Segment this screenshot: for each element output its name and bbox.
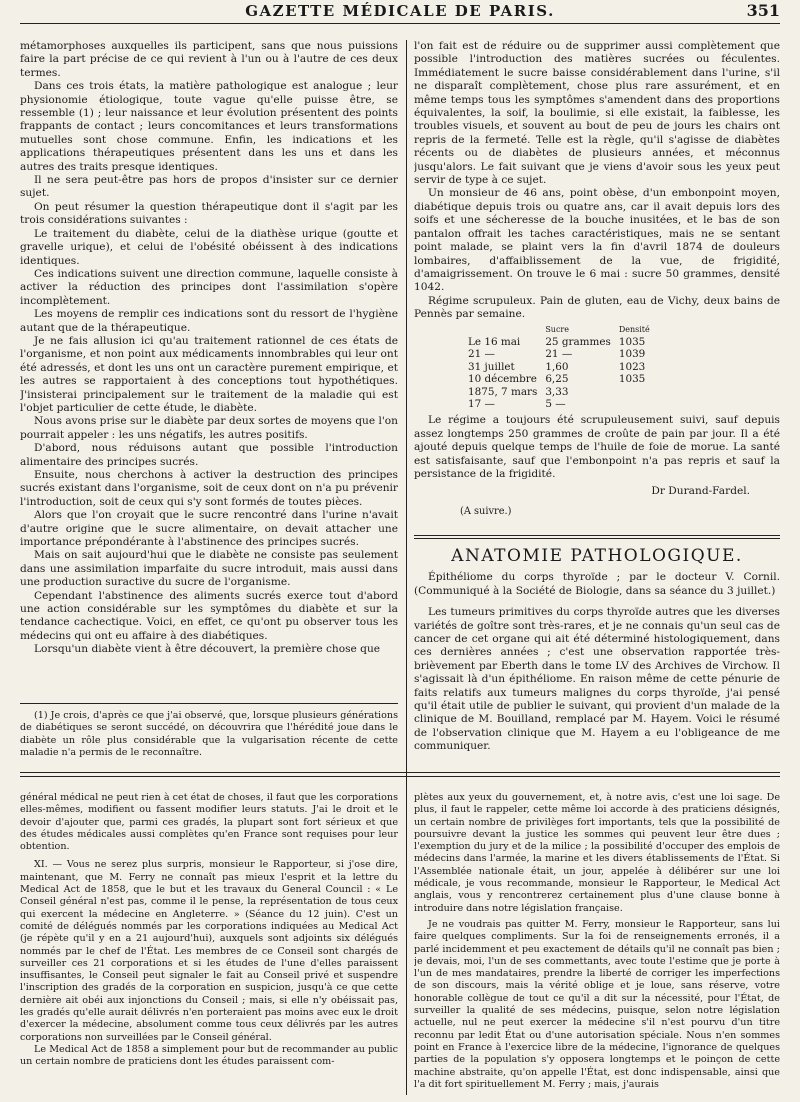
table-header-row bbox=[464, 324, 654, 336]
upper-right-column bbox=[414, 40, 780, 532]
table-cell: 6,25 bbox=[545, 373, 569, 386]
section-title: ANATOMIE PATHOLOGIQUE. bbox=[451, 548, 743, 566]
table-header bbox=[464, 324, 541, 336]
table-cell: 1,60 bbox=[545, 360, 569, 373]
table-row bbox=[464, 398, 654, 410]
paragraph: Dans ces trois états, la matière pathologique est analogue ; leur physionomie étiologique, toute vague qu'elle puisse être, se ressemble (1) ; leur naissance et leur évolution présentent des points frappants de contact ; leurs concomitances et leurs transformations mutuelles sont chose commune. Enfin, les indications et les applications thérapeutiques présentent dans les uns et dans les autres des traits presque identiques. bbox=[20, 80, 398, 173]
table-cell bbox=[615, 398, 654, 410]
table-row bbox=[464, 386, 654, 398]
table-cell: 1023 bbox=[618, 360, 646, 373]
table-cell bbox=[615, 386, 654, 398]
paragraph: Je ne voudrais pas quitter M. Ferry, monsieur le Rapporteur, sans lui faire quelques compliments. Sur la foi de renseignements erronés, il a parlé incidemment et peu exactement de détails qu'il ne connaît pas bien ; je devais, moi, l'un de ses commettants, avec toute l'estime que je porte à l'un de mes mandataires, prendre la liberté de corriger les imperfections de son discours, mais la vérité oblige et je loue, sans réserve, votre honorable collègue de tout ce qu'il a dit sur la nécessité, pour l'État, de surveiller la qualité de ses médecins, puisque, selon notre législation actuelle, nul ne peut exercer la médecine s'il n'est pourvu d'un titre reconnu par ledit État ou d'une autorisation spéciale. Nous n'en sommes point en France à l'exercice libre de la médecine, l'ignorance de quelques parties de la population s'y opposera longtemps et le poinçon de cette machine abstraite, qu'on appelle l'État, est donc indispensable, ainsi que l'a dit fort spirituellement M. Ferry ; mais, j'aurais bbox=[414, 918, 780, 1090]
paragraph: Ensuite, nous cherchons à activer la destruction des principes sucrés existant dans l'organisme, soit de ceux dont on n'a pu prévenir l'introduction, soit de ceux qui s'y sont formés de toutes pièces. bbox=[20, 469, 398, 508]
column-divider-lower bbox=[406, 790, 407, 1095]
author-signature: Dr Durand-Fardel. bbox=[651, 485, 750, 498]
paragraph: On peut résumer la question thérapeutique dont il s'agit par les trois considérations suivantes : bbox=[20, 200, 398, 227]
table-cell: 1039 bbox=[618, 348, 646, 361]
paragraph: Un monsieur de 46 ans, point obèse, d'un embonpoint moyen, diabétique depuis trois ou quatre ans, car il avait depuis lors des soifs et une sécheresse de la bouche inusitées, et le bas de son pantalon offrait les taches caractéristiques, mais ne se sentant point malade, se plaint vers la fin d'avril 1874 de douleurs lombaires, d'affaiblissement de la vue, de frigidité, d'amaigrissement. On trouve le 6 mai : sucre 50 grammes, densité 1042. bbox=[414, 187, 780, 294]
table-header: Densité bbox=[618, 324, 650, 334]
horizontal-divider-1 bbox=[20, 772, 780, 773]
table-cell: 5 — bbox=[545, 397, 566, 410]
table-row bbox=[464, 373, 654, 385]
paragraph: XI. — Vous ne serez plus surpris, monsieur le Rapporteur, si j'ose dire, maintenant, que M. Ferry ne connaît pas mieux l'esprit et la lettre du Medical Act de 1858, que le but et les travaux du General Council : « Le Conseil général n'est pas, comme il le pense, la représentation de tous ceux qui exercent la médecine en Angleterre. » (Séance du 12 juin). C'est un comité de délégués nommés par les corporations indiquées au Medical Act (je répète qu'il y en a 21 aujourd'hui), auxquels sont adjoints six délégués nommés par le chef de l'État. Les membres de ce Conseil sont chargés de surveiller ces 21 corporations et si les études de l'une d'elles paraissent insuffisantes, le Conseil peut signaler le fait au Conseil privé et suspendre l'inscription des gradés de la corporation en suspicion, jusqu'à ce que cette dernière ait obéi aux injonctions du Conseil ; mais, si elle n'y obéissait pas, les gradés qu'elle aurait délivrés n'en porteraient pas moins avec eux le droit d'exercer la médecine, absolument comme tous ceux délivrés par les autres corporations non surveillées par le Conseil général. bbox=[20, 859, 398, 1043]
footnote-rule bbox=[20, 703, 398, 704]
table-cell: 17 — bbox=[468, 397, 495, 410]
paragraph: Les tumeurs primitives du corps thyroïde autres que les diverses variétés de goître sont très-rares, et je ne connais qu'un seul cas de cancer de cet organe qui ait été déterminé histologiquement, dans ces dernières années ; c'est une observation rapportée très-brièvement par Eberth dans le tome LV des Archives de Virchow. Il s'agissait là d'un épithéliome. En raison même de cette pénurie de faits relatifs aux tumeurs malignes du corps thyroïde, j'ai pensé qu'il était utile de publier le suivant, qui provient d'un malade de la clinique de M. Bouilland, remplacé par M. Hayem. Voici le résumé de l'observation clinique que M. Hayem a eu l'obligeance de me communiquer. bbox=[414, 606, 780, 753]
table-cell: 10 décembre bbox=[468, 373, 537, 386]
page-header bbox=[20, 0, 780, 22]
column-divider-upper bbox=[406, 40, 407, 792]
table-cell: 31 juillet bbox=[468, 360, 515, 373]
footnote bbox=[20, 710, 398, 768]
section-rule-2 bbox=[414, 538, 780, 539]
upper-left-column bbox=[20, 40, 398, 700]
paragraph: métamorphoses auxquelles ils participent, sans que nous puissions faire la part précise de ce qui revient à l'un ou à l'autre de ces deux termes. bbox=[20, 40, 398, 79]
paragraph: Régime scrupuleux. Pain de gluten, eau de Vichy, deux bains de Pennès par semaine. bbox=[414, 294, 780, 321]
paragraph: Alors que l'on croyait que le sucre rencontré dans l'urine n'avait d'autre origine que le sucre alimentaire, on devait attacher une importance prépondérante à l'abstinence des principes sucrés. bbox=[20, 509, 398, 549]
paragraph: Cependant l'abstinence des aliments sucrés exerce tout d'abord une action considérable sur les symptômes du diabète et sur la tendance cachectique. Voici, en effet, ce qu'ont pu observer tous les médecins qui ont eu affaire à des diabétiques. bbox=[20, 589, 398, 642]
table-cell: Le 16 mai bbox=[468, 335, 521, 348]
table-row bbox=[464, 361, 654, 373]
table-header: Sucre bbox=[545, 324, 569, 334]
lower-left-column bbox=[20, 792, 398, 1096]
header-rule bbox=[20, 23, 780, 24]
paragraph: Le Medical Act de 1858 a simplement pour but de recommander au public un certain nombre de praticiens dont les études paraissent com- bbox=[20, 1043, 398, 1068]
paragraph: Le régime a toujours été scrupuleusement suivi, sauf depuis assez longtemps 250 grammes de croûte de pain par jour. Il a été ajouté depuis quelque temps de l'huile de foie de morue. La santé est satisfaisante, sauf que l'embonpoint n'a pas repris et sauf la persistance de la frigidité. bbox=[414, 414, 780, 480]
paragraph: D'abord, nous réduisons autant que possible l'introduction alimentaire des principes sucrés. bbox=[20, 442, 398, 468]
paragraph: Lorsqu'un diabète vient à être découvert, la première chose que bbox=[34, 643, 381, 656]
article-heading: Épithéliome du corps thyroïde ; par le docteur V. Cornil. (Communiqué à la Société de Biologie, dans sa séance du 3 juillet.) bbox=[414, 571, 780, 597]
paragraph: plètes aux yeux du gouvernement, et, à notre avis, c'est une loi sage. De plus, il faut le rappeler, cette même loi accorde à des praticiens désignés, un certain nombre de privilèges fort importants, tels que la possibilité de poursuivre devant la justice les sommes qui peuvent leur être dues ; l'exemption du jury et de la milice ; la possibilité d'occuper des emplois de médecins dans l'armée, la marine et les divers établissements de l'État. Si l'Assemblée nationale était, un jour, appelée à délibérer sur une loi médicale, je vous recommande, monsieur le Rapporteur, le Medical Act anglais, vous y rencontrerez certainement plus d'une clause bonne à introduire dans notre législation française. bbox=[414, 792, 780, 914]
section-rule-1 bbox=[414, 535, 780, 536]
footnote-text: (1) Je crois, d'après ce que j'ai observé, que, lorsque plusieurs générations de diabétiques se seront succédé, on découvrira que l'hérédité joue dans le diabète un rôle plus considérable que la vulgarisation récente de cette maladie n'a permis de le reconnaître. bbox=[20, 710, 398, 758]
sugar-density-table bbox=[464, 324, 654, 411]
pathology-article bbox=[414, 548, 780, 768]
table-row bbox=[464, 336, 654, 348]
paragraph: Mais on sait aujourd'hui que le diabète ne consiste pas seulement dans une assimilation imparfaite du sucre introduit, mais aussi dans une production suractive du sucre de l'organisme. bbox=[20, 549, 398, 589]
table-cell: 1875, 7 mars bbox=[468, 385, 538, 398]
page-number: 351 bbox=[746, 1, 780, 20]
paragraph: l'on fait est de réduire ou de supprimer aussi complètement que possible l'introduction des matières sucrées ou féculentes. Immédiatement le sucre baisse considérablement dans l'urine, s'il ne disparaît complètement, chose plus rare assurément, et en même temps tous les symptômes s'amendent dans des proportions équivalentes, la soif, la boulimie, si elle existait, la faiblesse, les troubles visuels, et souvent au bout de peu de jours les chairs ont repris de la fermeté. Telle est la règle, qu'il s'agisse de diabètes récents ou de diabètes de plusieurs années, et méconnus jusqu'alors. Le fait suivant que je viens d'avoir sous les yeux peut servir de type à ce sujet. bbox=[414, 40, 780, 187]
table-cell: 1035 bbox=[618, 335, 646, 348]
paragraph: Nous avons prise sur le diabète par deux sortes de moyens que l'on pourrait appeler : les uns négatifs, les autres positifs. bbox=[20, 415, 398, 441]
paragraph: Les moyens de remplir ces indications sont du ressort de l'hygiène autant que de la thérapeutique. bbox=[20, 308, 398, 334]
journal-title: GAZETTE MÉDICALE DE PARIS. bbox=[245, 2, 555, 20]
paragraph: Je ne fais allusion ici qu'au traitement rationnel de ces états de l'organisme, et non point aux médicaments innombrables qui leur ont été adressés, et dont les uns ont un caractère purement empirique, et les autres se rapportaient à des conceptions tout hypothétiques. J'insisterai principalement sur le traitement de la maladie qui est l'objet particulier de cette étude, le diabète. bbox=[20, 334, 398, 414]
table-cell: 3,33 bbox=[545, 385, 569, 398]
paragraph: Ces indications suivent une direction commune, laquelle consiste à activer la réduction des principes dont l'assimilation s'opère incomplètement. bbox=[20, 267, 398, 307]
paragraph: général médical ne peut rien à cet état de choses, il faut que les corporations elles-mêmes, modifient ou fassent modifier leurs statuts. J'ai le droit et le devoir d'ajouter que, parmi ces gradés, la plupart sont fort sérieux et que des études médicales aussi complètes qu'en France sont requises pour leur obtention. bbox=[20, 792, 398, 853]
horizontal-divider-2 bbox=[20, 776, 780, 777]
table-cell: 1035 bbox=[618, 373, 646, 386]
to-be-continued: (A suivre.) bbox=[460, 505, 512, 517]
table-cell: 21 — bbox=[545, 348, 573, 361]
paragraph: Il ne sera peut-être pas hors de propos d'insister sur ce dernier sujet. bbox=[20, 174, 398, 200]
paragraph: Le traitement du diabète, celui de la diathèse urique (goutte et gravelle urique), et celui de l'obésité obéissent à des indications identiques. bbox=[20, 227, 398, 267]
table-cell: 25 grammes bbox=[545, 335, 611, 348]
table-row bbox=[464, 348, 654, 360]
table-cell: 21 — bbox=[468, 348, 495, 361]
lower-right-column bbox=[414, 792, 780, 1096]
